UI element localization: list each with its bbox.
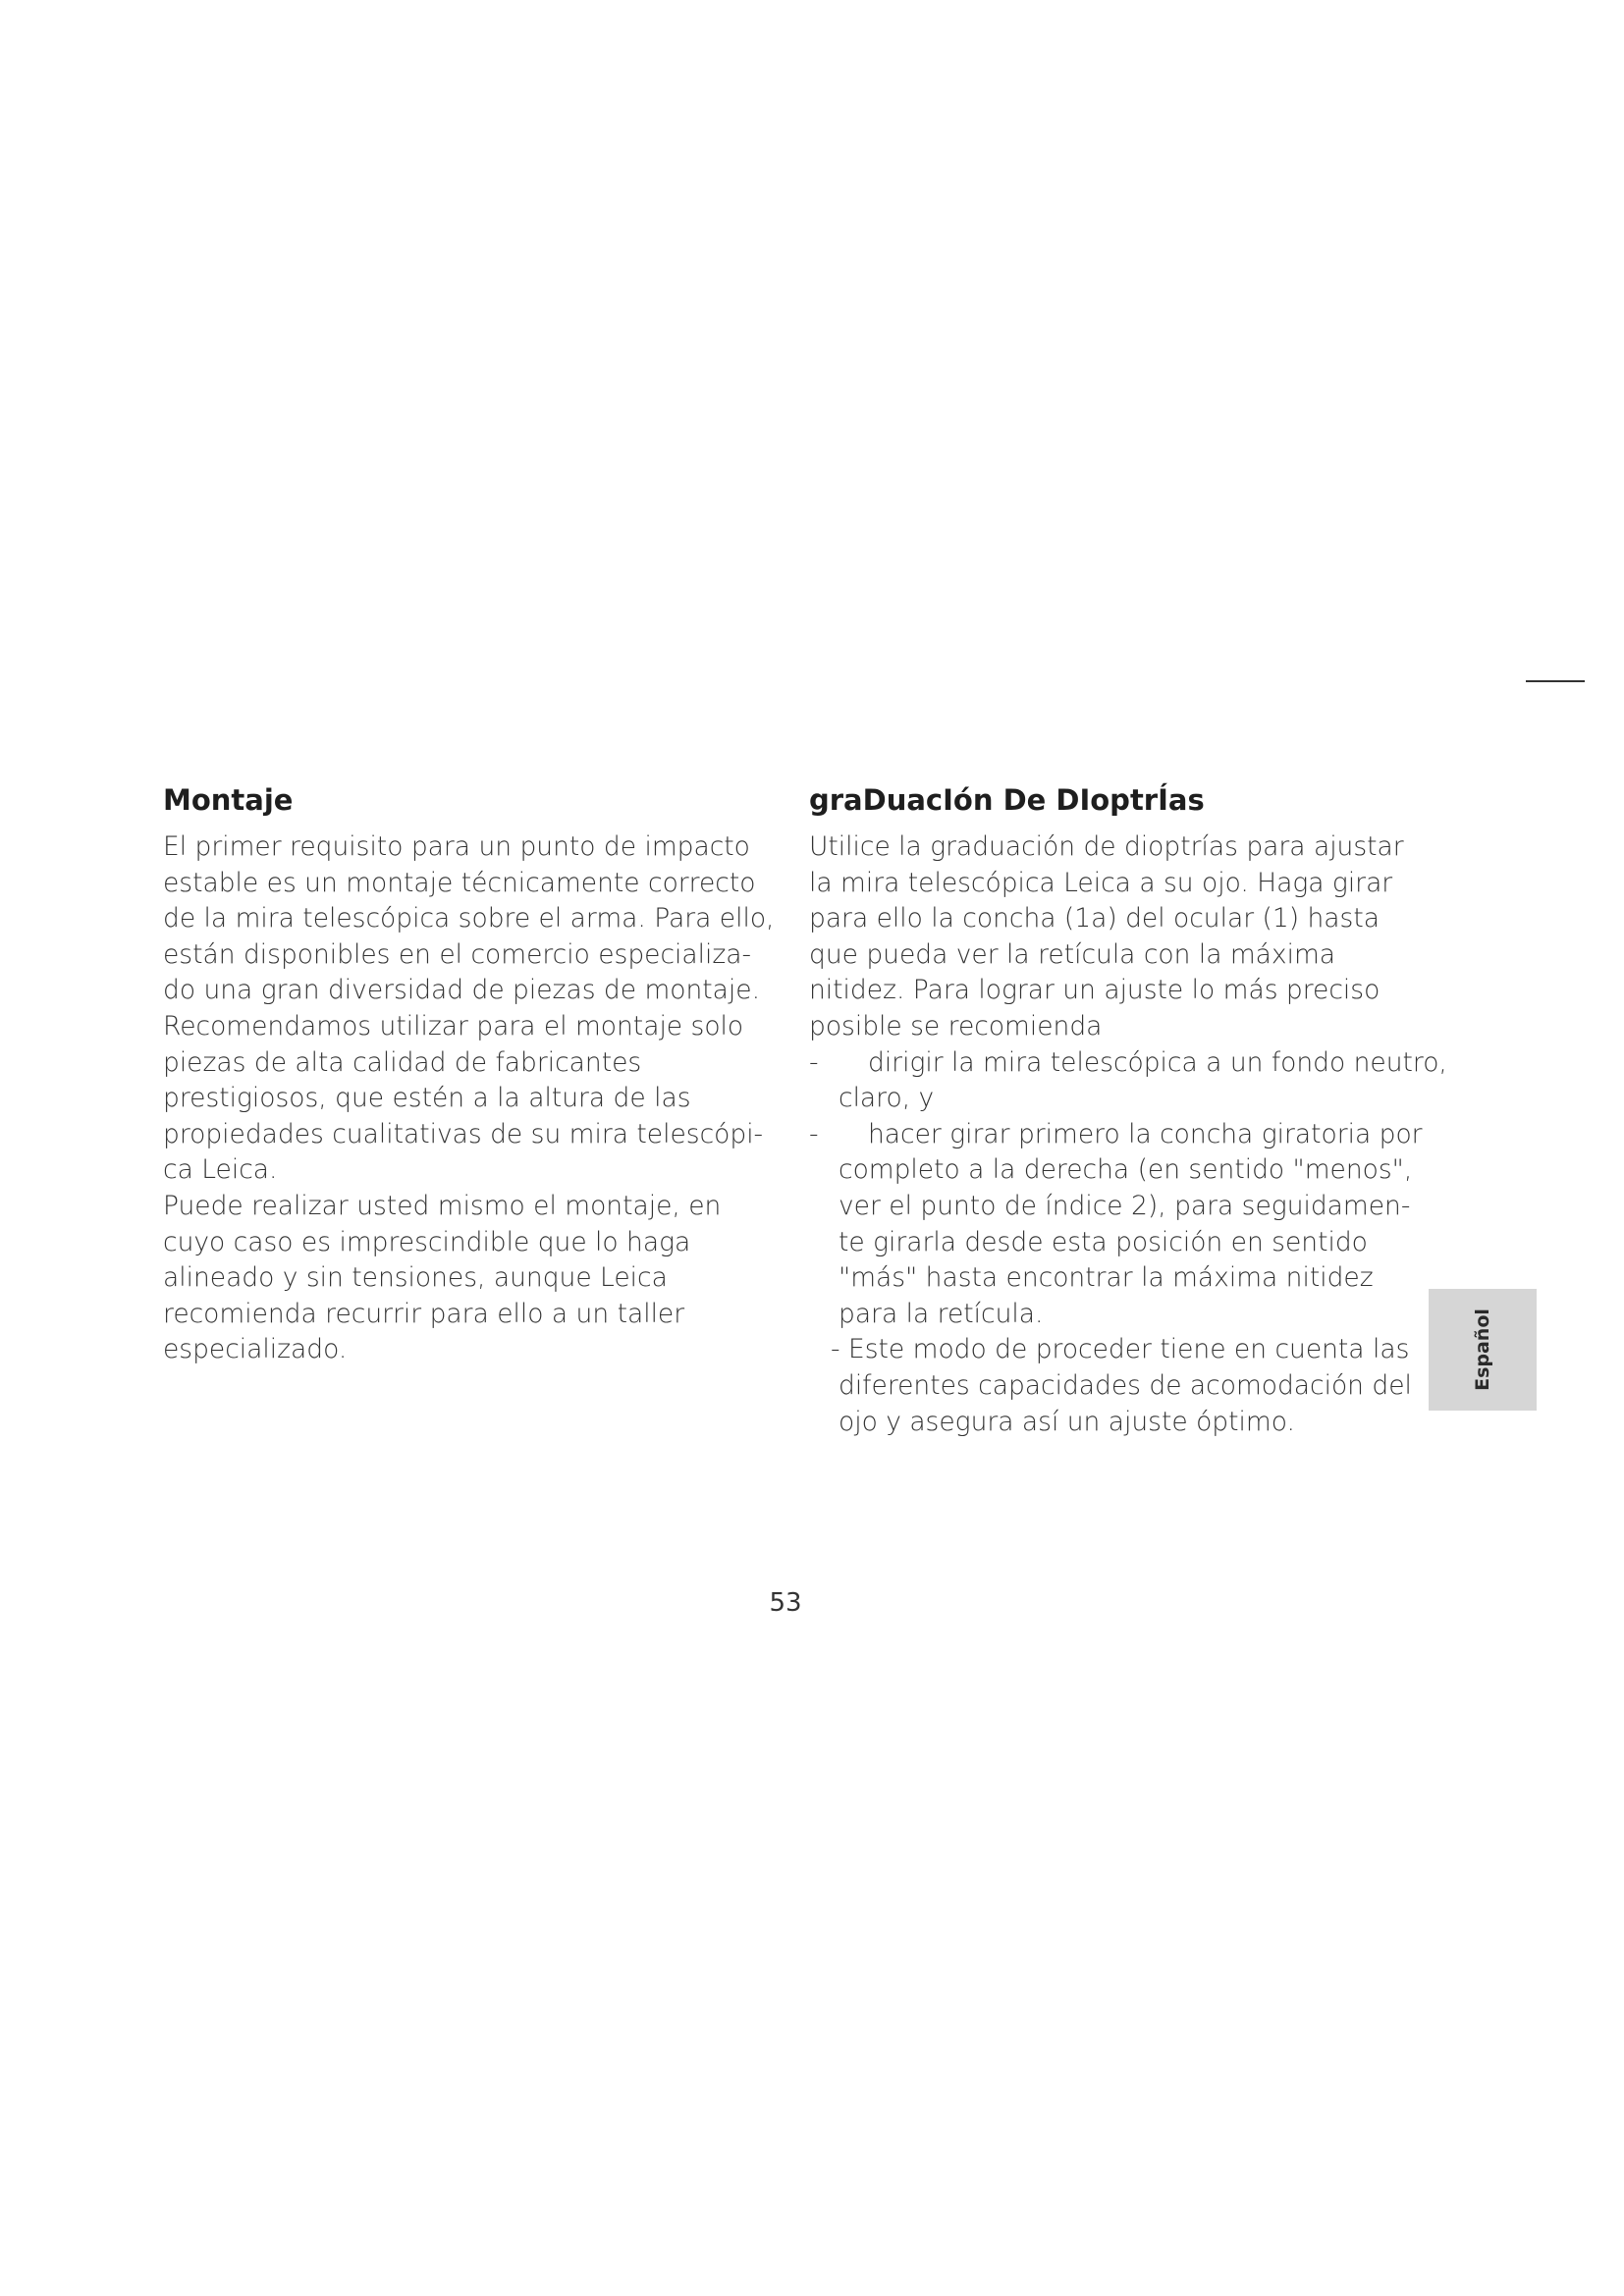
list-item-line [809, 1045, 1447, 1082]
list-item-text: dirigir la mira telescópica a un fondo neutro, [868, 1046, 1447, 1078]
montaje-line: ca Leica. [163, 1154, 278, 1186]
list-item-line: ojo y asegura así un ajuste óptimo. [839, 1406, 1295, 1437]
montaje-line: están disponibles en el comercio especializa- [163, 938, 752, 970]
montaje-line: Recomendamos utilizar para el montaje solo [163, 1010, 744, 1041]
dioptrias-intro-line: posible se recomienda [809, 1010, 1103, 1041]
list-item-line: "más" hasta encontrar la máxima nitidez [839, 1262, 1374, 1294]
montaje-line: estable es un montaje técnicamente correcto [163, 867, 756, 898]
montaje-line: do una gran diversidad de piezas de montaje. [163, 975, 761, 1006]
dioptrias-intro-line: Utilice la graduación de dioptrías para ajustar [809, 831, 1404, 862]
montaje-line: de la mira telescópica sobre el arma. Para ello, [163, 903, 775, 934]
dioptrias-intro-line: nitidez. Para lograr un ajuste lo más preciso [809, 975, 1380, 1006]
montaje-heading: Montaje [163, 783, 294, 817]
list-item-text: hacer girar primero la concha giratoria por [868, 1118, 1423, 1149]
dioptrias-intro-line: para ello la concha (1a) del ocular (1) hasta [809, 903, 1380, 934]
montaje-line: alineado y sin tensiones, aunque Leica [163, 1262, 668, 1294]
list-dash: - [809, 1118, 819, 1149]
list-item-line: completo a la derecha (en sentido "menos", [839, 1154, 1413, 1186]
list-item-line: para la retícula. [839, 1298, 1044, 1329]
language-tab [1429, 1289, 1537, 1411]
list-item-line: claro, y [839, 1083, 935, 1114]
dioptrias-heading: graDuacIón De DIoptrÍas [809, 783, 1205, 817]
list-item-line: diferentes capacidades de acomodación del [839, 1369, 1412, 1401]
montaje-line: piezas de alta calidad de fabricantes [163, 1046, 642, 1078]
list-item-line: te girarla desde esta posición en sentido [839, 1226, 1368, 1257]
page-number: 53 [769, 1588, 802, 1618]
montaje-line: recomienda recurrir para ello a un taller [163, 1298, 685, 1329]
list-item-line [809, 1117, 1437, 1153]
montaje-line: El primer requisito para un punto de impacto [163, 831, 750, 862]
montaje-line: especializado. [163, 1334, 348, 1365]
dioptrias-section [809, 780, 1447, 1440]
list-item-line: - Este modo de proceder tiene en cuenta las [831, 1334, 1410, 1365]
montaje-line: Puede realizar usted mismo el montaje, en [163, 1190, 722, 1221]
montaje-line: prestigiosos, que estén a la altura de las [163, 1083, 691, 1114]
montaje-line: cuyo caso es imprescindible que lo haga [163, 1226, 691, 1257]
montaje-section [163, 780, 775, 1368]
montaje-line: propiedades cualitativas de su mira telescópi- [163, 1118, 764, 1149]
list-item-line: ver el punto de índice 2), para seguidamen- [839, 1190, 1411, 1221]
dioptrias-intro-line: que pueda ver la retícula con la máxima [809, 938, 1336, 970]
list-dash: - [809, 1046, 819, 1078]
top-rule [1526, 680, 1585, 682]
dioptrias-intro-line: la mira telescópica Leica a su ojo. Haga girar [809, 867, 1393, 898]
language-tab-label: Español [1472, 1308, 1493, 1391]
